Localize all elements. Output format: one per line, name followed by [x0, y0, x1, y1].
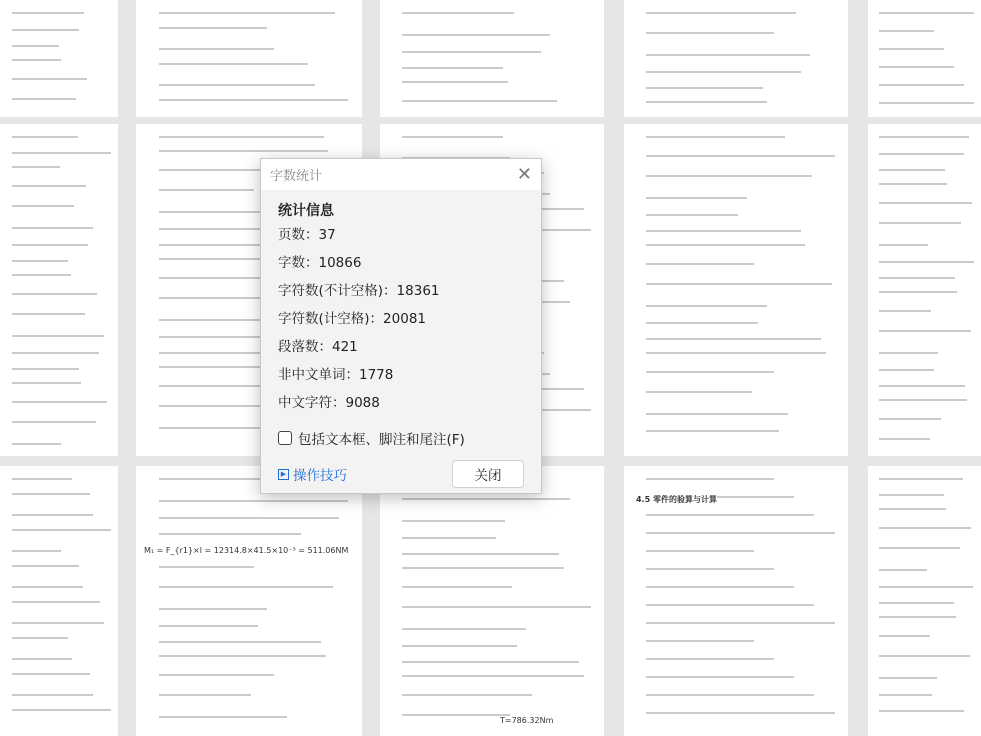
text-line [12, 244, 89, 246]
page-thumbnail[interactable] [136, 0, 362, 117]
text-line [879, 261, 974, 263]
text-line [646, 71, 801, 73]
text-line [12, 29, 79, 31]
stat-value: 421 [332, 339, 358, 355]
text-line [159, 27, 267, 29]
text-line [12, 260, 69, 262]
text-line [159, 566, 254, 568]
text-line [402, 67, 503, 69]
text-line [159, 655, 326, 657]
text-line [12, 152, 111, 154]
text-line [12, 421, 96, 423]
text-line [879, 602, 954, 604]
text-line [646, 263, 754, 265]
text-line [159, 625, 258, 627]
text-line [879, 478, 963, 480]
text-line [12, 586, 83, 588]
text-line [879, 153, 964, 155]
text-line [12, 205, 75, 207]
stat-value: 37 [318, 227, 336, 243]
stat-row [278, 252, 524, 280]
stat-label: 页数： [278, 227, 319, 243]
text-line [646, 230, 801, 232]
text-line [12, 550, 62, 552]
text-line [402, 537, 496, 539]
text-line [12, 637, 69, 639]
page-thumbnail[interactable] [0, 466, 118, 736]
text-line [12, 478, 72, 480]
text-line [646, 550, 754, 552]
text-line [879, 494, 943, 496]
text-line [879, 84, 964, 86]
page-heading: 4.5 零件的验算与计算 [636, 495, 717, 504]
stat-row [278, 308, 524, 336]
text-line [646, 305, 767, 307]
text-line [12, 709, 111, 711]
text-line [402, 136, 503, 138]
text-line [12, 622, 104, 624]
text-line [879, 635, 930, 637]
text-line [879, 677, 937, 679]
text-line [159, 63, 308, 65]
dialog-titlebar [261, 159, 541, 190]
text-line [879, 418, 941, 420]
text-line [646, 338, 821, 340]
text-line [646, 430, 778, 432]
text-line [402, 714, 510, 716]
text-line [402, 12, 514, 14]
text-line [12, 335, 104, 337]
text-line [646, 712, 834, 714]
text-line [879, 399, 967, 401]
text-line [159, 608, 267, 610]
text-line [402, 51, 541, 53]
text-line [12, 98, 76, 100]
text-line [402, 661, 579, 663]
text-line [879, 385, 965, 387]
page-thumbnail[interactable] [624, 466, 848, 736]
text-line [159, 12, 335, 14]
text-line [159, 297, 274, 299]
text-line [646, 604, 814, 606]
text-line [159, 586, 333, 588]
text-line [646, 352, 825, 354]
text-line [879, 183, 947, 185]
text-line [12, 166, 60, 168]
text-line [646, 101, 767, 103]
text-line [12, 658, 72, 660]
text-line [879, 508, 946, 510]
text-line [646, 283, 832, 285]
text-line [646, 694, 814, 696]
text-line [879, 330, 971, 332]
text-line [12, 12, 84, 14]
text-line [646, 197, 747, 199]
stat-label: 中文字符： [278, 395, 346, 411]
text-line [879, 12, 974, 14]
text-line [646, 676, 794, 678]
page-thumbnail[interactable] [624, 0, 848, 117]
text-line [159, 674, 274, 676]
text-line [402, 553, 559, 555]
text-line [12, 529, 111, 531]
text-line [646, 32, 774, 34]
dialog-title: 字数统计 [270, 169, 323, 184]
text-line [646, 658, 774, 660]
text-line [12, 313, 85, 315]
text-line [12, 382, 82, 384]
text-line [646, 12, 796, 14]
text-line [646, 514, 814, 516]
checkbox-box[interactable] [278, 431, 292, 445]
page-thumbnail[interactable] [380, 466, 604, 736]
stat-row [278, 280, 524, 308]
text-line [12, 694, 93, 696]
tips-link[interactable] [278, 464, 347, 484]
text-line [879, 369, 933, 371]
text-line [12, 45, 59, 47]
stat-row [278, 336, 524, 364]
text-line [879, 616, 956, 618]
page-thumbnail[interactable] [136, 466, 362, 736]
text-line [879, 694, 932, 696]
text-line [879, 244, 928, 246]
text-line [879, 136, 968, 138]
stat-value: 9088 [345, 395, 380, 411]
page-thumbnail[interactable] [624, 124, 848, 456]
text-line [159, 694, 252, 696]
text-line [402, 34, 550, 36]
text-line [402, 586, 512, 588]
text-line [12, 443, 62, 445]
text-line [646, 413, 787, 415]
text-line [646, 136, 785, 138]
stat-label: 段落数： [278, 339, 332, 355]
text-line [402, 675, 583, 677]
page-thumbnail[interactable] [868, 466, 981, 736]
stat-value: 1778 [359, 367, 394, 383]
text-line [159, 136, 324, 138]
stat-value: 10866 [318, 255, 362, 271]
text-line [879, 547, 959, 549]
text-line [402, 520, 505, 522]
text-line [12, 59, 62, 61]
page-thumbnail[interactable] [0, 0, 118, 117]
moment-formula: M₁ = F_{r1}×l = 12314.8×41.5×10⁻³ = 511.06NM [144, 546, 349, 555]
text-line [879, 352, 938, 354]
text-line [879, 66, 954, 68]
text-line [879, 655, 969, 657]
text-line [159, 150, 329, 152]
text-line [12, 673, 90, 675]
text-line [12, 78, 88, 80]
text-line [402, 694, 532, 696]
text-line [159, 189, 254, 191]
text-line [12, 274, 71, 276]
text-line [12, 493, 90, 495]
text-line [646, 87, 762, 89]
close-icon[interactable]: ✕ [516, 163, 532, 185]
page-thumbnail[interactable] [0, 124, 118, 456]
text-line [12, 565, 79, 567]
stat-value: 18361 [396, 283, 440, 299]
page-thumbnail[interactable] [868, 0, 981, 117]
stat-label: 非中文单词： [278, 367, 359, 383]
text-line [879, 202, 972, 204]
stat-row [278, 224, 524, 252]
close-button[interactable]: 关闭 [452, 460, 524, 488]
page-thumbnail[interactable] [380, 0, 604, 117]
stat-value: 20081 [383, 311, 426, 327]
text-line [159, 48, 274, 50]
stat-label: 字数： [278, 255, 319, 271]
text-line [879, 569, 926, 571]
text-line [402, 81, 507, 83]
text-line [12, 293, 97, 295]
text-line [402, 645, 516, 647]
include-textbox-footnotes-checkbox[interactable] [278, 428, 524, 448]
text-line [12, 352, 99, 354]
text-line [879, 30, 933, 32]
text-line [159, 366, 267, 368]
stats-list [278, 224, 524, 420]
tips-label: 操作技巧 [293, 468, 347, 484]
text-line [159, 99, 349, 101]
text-line [159, 500, 349, 502]
page-thumbnail[interactable] [868, 124, 981, 456]
text-line [879, 48, 943, 50]
text-line [402, 498, 570, 500]
text-line [879, 586, 973, 588]
text-line [12, 227, 93, 229]
text-line [159, 716, 288, 718]
text-line [646, 244, 805, 246]
checkbox-label: 包括文本框、脚注和尾注(F) [298, 432, 465, 448]
text-line [646, 478, 774, 480]
text-line [879, 710, 964, 712]
text-line [159, 641, 322, 643]
text-line [646, 586, 794, 588]
text-line [879, 310, 931, 312]
text-line [12, 601, 101, 603]
play-icon: ▶ [278, 469, 289, 480]
text-line [646, 391, 751, 393]
text-line [12, 368, 79, 370]
text-line [402, 606, 590, 608]
stat-row [278, 364, 524, 392]
text-line [12, 185, 86, 187]
text-line [12, 401, 108, 403]
text-line [12, 136, 78, 138]
section-title: 统计信息 [278, 203, 334, 219]
text-line [646, 371, 774, 373]
text-line [646, 214, 738, 216]
text-line [159, 533, 301, 535]
text-line [646, 640, 754, 642]
text-line [646, 322, 758, 324]
text-line [159, 84, 315, 86]
text-line [402, 100, 557, 102]
word-count-dialog [260, 158, 542, 494]
text-line [879, 277, 955, 279]
text-line [159, 517, 340, 519]
text-line [12, 514, 93, 516]
torque-label: T=786.32Nm [500, 716, 554, 725]
text-line [879, 438, 930, 440]
text-line [879, 169, 945, 171]
text-line [879, 222, 960, 224]
stat-row [278, 392, 524, 420]
stat-label: 字符数(不计空格)： [278, 283, 397, 299]
text-line [402, 567, 563, 569]
text-line [159, 352, 263, 354]
text-line [646, 155, 834, 157]
text-line [646, 568, 774, 570]
text-line [159, 169, 277, 171]
text-line [646, 622, 834, 624]
text-line [646, 54, 810, 56]
text-line [402, 628, 525, 630]
text-line [879, 291, 957, 293]
text-line [646, 175, 812, 177]
text-line [646, 532, 834, 534]
stat-label: 字符数(计空格)： [278, 311, 384, 327]
text-line [879, 527, 971, 529]
text-line [879, 102, 974, 104]
